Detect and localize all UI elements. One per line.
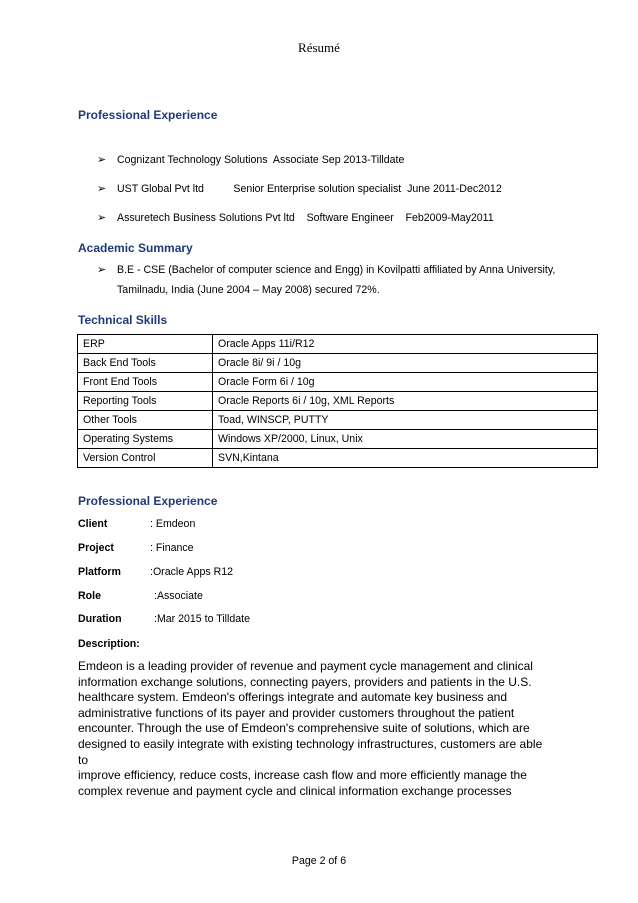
experience-item: Assuretech Business Solutions Pvt ltd Software Engineer Feb2009-May2011: [117, 212, 494, 224]
experience-item: UST Global Pvt ltd Senior Enterprise solution specialist June 2011-Dec2012: [117, 183, 502, 195]
skill-category: Other Tools: [78, 411, 213, 430]
skill-category: Reporting Tools: [78, 392, 213, 411]
skill-value: Oracle Apps 11i/R12: [213, 335, 598, 354]
table-row: [78, 373, 598, 392]
academic-line: B.E - CSE (Bachelor of computer science and Engg) in Kovilpatti affiliated by Anna University,: [117, 264, 556, 276]
arrow-bullet-icon: ➢: [97, 183, 107, 195]
duration-value: :Mar 2015 to Tilldate: [154, 613, 250, 625]
skill-value: Windows XP/2000, Linux, Unix: [213, 430, 598, 449]
academic-line: Tamilnadu, India (June 2004 – May 2008) secured 72%.: [117, 284, 380, 296]
platform-label: Platform: [78, 566, 121, 578]
section-heading-technical-skills: Technical Skills: [78, 313, 168, 327]
skill-category: Back End Tools: [78, 354, 213, 373]
client-label: Client: [78, 518, 108, 530]
section-heading-academic-summary: Academic Summary: [78, 241, 193, 255]
duration-label: Duration: [78, 613, 122, 625]
section-heading-project-experience: Professional Experience: [78, 494, 218, 508]
skill-value: Oracle 8i/ 9i / 10g: [213, 354, 598, 373]
client-value: : Emdeon: [150, 518, 196, 530]
arrow-bullet-icon: ➢: [97, 212, 107, 224]
description-line: improve efficiency, reduce costs, increase cash flow and more efficiently manage the: [78, 768, 527, 783]
table-row: [78, 354, 598, 373]
technical-skills-table: [77, 334, 598, 468]
arrow-bullet-icon: ➢: [97, 154, 107, 166]
description-line: healthcare system. Emdeon's offerings integrate and automate key business and: [78, 690, 507, 705]
description-label: Description:: [78, 638, 140, 650]
experience-item: Cognizant Technology Solutions Associate Sep 2013-Tilldate: [117, 154, 405, 166]
skill-category: ERP: [78, 335, 213, 354]
skill-value: Oracle Reports 6i / 10g, XML Reports: [213, 392, 598, 411]
skill-value: Oracle Form 6i / 10g: [213, 373, 598, 392]
description-line: designed to easily integrate with existing technology infrastructures, customers are able to: [78, 736, 543, 767]
skill-category: Version Control: [78, 449, 213, 468]
description-line: information exchange solutions, connecting payers, providers and patients in the U.S.: [78, 674, 532, 689]
skill-category: Front End Tools: [78, 373, 213, 392]
project-value: : Finance: [150, 542, 194, 554]
description-line: complex revenue and payment cycle and clinical information exchange processes: [78, 783, 512, 798]
page-header-title: Résumé: [298, 40, 340, 55]
page-number: Page 2 of 6: [291, 855, 347, 867]
table-row: [78, 335, 598, 354]
description-line: encounter. Through the use of Emdeon's comprehensive suite of solutions, which are: [78, 721, 530, 736]
role-value: :Associate: [154, 590, 203, 602]
skill-category: Operating Systems: [78, 430, 213, 449]
table-row: [78, 411, 598, 430]
section-heading-professional-experience: Professional Experience: [78, 108, 218, 122]
table-row: [78, 392, 598, 411]
skill-value: SVN,Kintana: [213, 449, 598, 468]
table-row: [78, 430, 598, 449]
description-line: administrative functions of its payer and provider customers throughout the patient: [78, 705, 515, 720]
table-row: [78, 449, 598, 468]
project-description: [78, 659, 548, 799]
role-label: Role: [78, 590, 101, 602]
project-label: Project: [78, 542, 114, 554]
arrow-bullet-icon: ➢: [97, 264, 107, 276]
description-line: Emdeon is a leading provider of revenue and payment cycle management and clinical: [78, 659, 533, 673]
skill-value: Toad, WINSCP, PUTTY: [213, 411, 598, 430]
platform-value: :Oracle Apps R12: [150, 566, 234, 578]
